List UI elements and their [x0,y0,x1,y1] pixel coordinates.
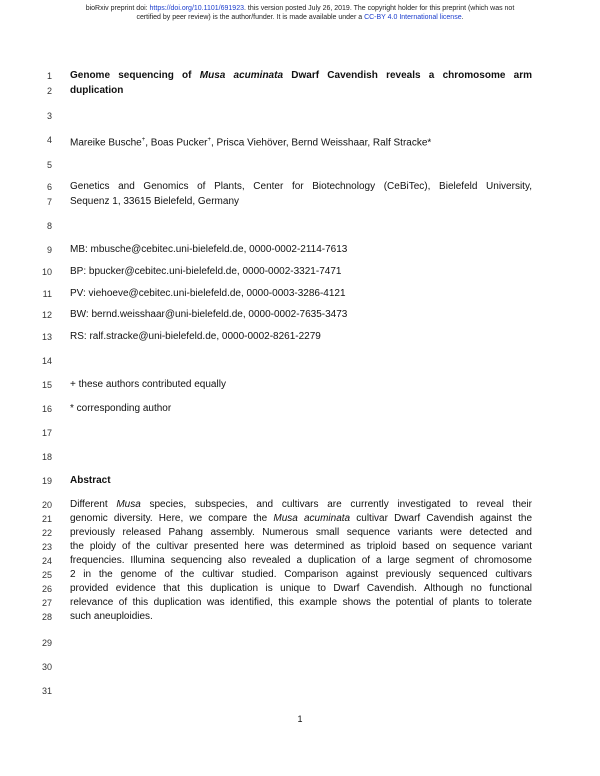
header-text: . [461,14,464,21]
line-number: 15 [41,380,52,390]
line-number: 4 [46,135,52,145]
page-number: 1 [297,714,303,724]
line-number: 19 [41,476,52,486]
line-number: 17 [41,428,52,438]
contact-line: BP: bpucker@cebitec.uni-bielefeld.de, 0000-0002-3321-7471 [70,266,342,277]
line-number: 6 [46,182,52,192]
line-number: 1 [46,71,52,81]
line-number: 11 [42,289,52,299]
affiliation-line-2: Sequenz 1, 33615 Bielefeld, Germany [70,196,239,207]
abstract-line: such aneuploidies. [70,611,153,622]
line-number: 30 [41,662,52,672]
line-number: 7 [46,197,52,207]
corresponding-author-note: * corresponding author [70,403,172,414]
line-number: 23 [41,542,52,552]
preprint-header [40,4,560,22]
header-text: bioRxiv preprint doi: [85,5,150,12]
title-line-2: duplication [70,85,124,96]
author-list: Mareike Busche+, Boas Pucker+, Prisca Viehöver, Bernd Weisshaar, Ralf Stracke* [70,137,432,149]
line-number: 3 [46,111,52,121]
header-text: certified by peer review) is the author/funder. It is made available under a [136,14,365,21]
title-line-1: Genome sequencing of Musa acuminata Dwarf Cavendish reveals a chromosome arm [70,70,532,81]
abstract-line: provided evidence that this duplication is unique to Dwarf Cavendish. Although no functional [70,583,532,594]
abstract-line: genomic diversity. Here, we compare the Musa acuminata cultivar Dwarf Cavendish against the [70,513,532,524]
line-number: 25 [41,570,52,580]
line-number: 28 [41,612,52,622]
abstract-heading: Abstract [70,475,111,486]
line-number: 12 [41,310,52,320]
contact-line: BW: bernd.weisshaar@uni-bielefeld.de, 0000-0002-7635-3473 [70,309,348,320]
affiliation-line-1: Genetics and Genomics of Plants, Center for Biotechnology (CeBiTec), Bielefeld University, [70,181,532,192]
abstract-line: the ploidy of the cultivar presented here was determined as triploid based on sequence variant [70,541,532,552]
line-number: 2 [46,86,52,96]
equal-contribution-note: + these authors contributed equally [70,379,226,390]
line-number: 21 [41,514,52,524]
license-link[interactable]: CC-BY 4.0 International license [364,14,462,21]
contact-line: PV: viehoeve@cebitec.uni-bielefeld.de, 0000-0003-3286-4121 [70,288,346,299]
line-number: 27 [41,598,52,608]
abstract-line: Different Musa species, subspecies, and cultivars are currently investigated to reveal their [70,499,532,510]
line-number: 20 [41,500,52,510]
line-number: 10 [41,267,52,277]
line-number: 16 [41,404,52,414]
line-number: 13 [41,332,52,342]
line-number: 14 [41,356,52,366]
doi-link[interactable]: https://doi.org/10.1101/691923 [149,5,244,12]
line-number: 29 [41,638,52,648]
line-number: 9 [46,245,52,255]
abstract-line: frequencies. Illumina sequencing also revealed a duplication of a large segment of chromosome [70,555,532,566]
contact-line: MB: mbusche@cebitec.uni-bielefeld.de, 0000-0002-2114-7613 [70,244,348,255]
abstract-line: relevance of this duplication was identified, this example shows the potential of plants to tolerate [70,597,532,608]
abstract-line: previously released Pahang assembly. Numerous small sequence variants were detected and [70,527,532,538]
header-text: . this version posted July 26, 2019. The copyright holder for this preprint (which was not [243,5,515,12]
line-number: 18 [41,452,52,462]
abstract-line: 2 in the genome of the cultivar studied. Comparison against previously sequenced cultivars [70,569,532,580]
line-number: 24 [41,556,52,566]
contact-line: RS: ralf.stracke@uni-bielefeld.de, 0000-0002-8261-2279 [70,331,321,342]
line-number: 26 [41,584,52,594]
line-number: 5 [46,160,52,170]
line-number: 22 [41,528,52,538]
line-number: 31 [41,686,52,696]
line-number: 8 [46,221,52,231]
